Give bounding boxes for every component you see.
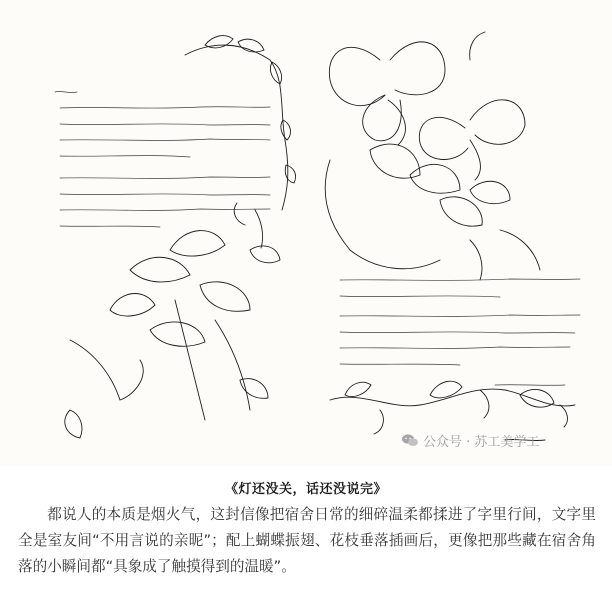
butterflies-top-right bbox=[329, 32, 525, 180]
illustration-caption: 《灯还没关，话还没说完》 bbox=[224, 482, 387, 497]
handwriting-right bbox=[340, 279, 580, 385]
handwriting-left bbox=[55, 91, 270, 227]
vine-top-left bbox=[185, 36, 296, 210]
wechat-watermark bbox=[402, 431, 539, 450]
flower-garland-right bbox=[325, 144, 540, 280]
wechat-icon bbox=[402, 434, 418, 447]
flower-cluster-left bbox=[65, 203, 280, 438]
watermark-label: 公众号 · 苏工美学工 bbox=[423, 435, 540, 450]
body-paragraph: 都说人的本质是烟火气，这封信像把宿舍日常的细碎温柔都揉进了字里行间，文字里全是室友间“不用言说的亲昵”；配上蝴蝶振翅、花枝垂落插画后，更像把那些藏在宿舍角落的小瞬间都“具象成了触摸得到的温暖”。 bbox=[18, 506, 596, 575]
